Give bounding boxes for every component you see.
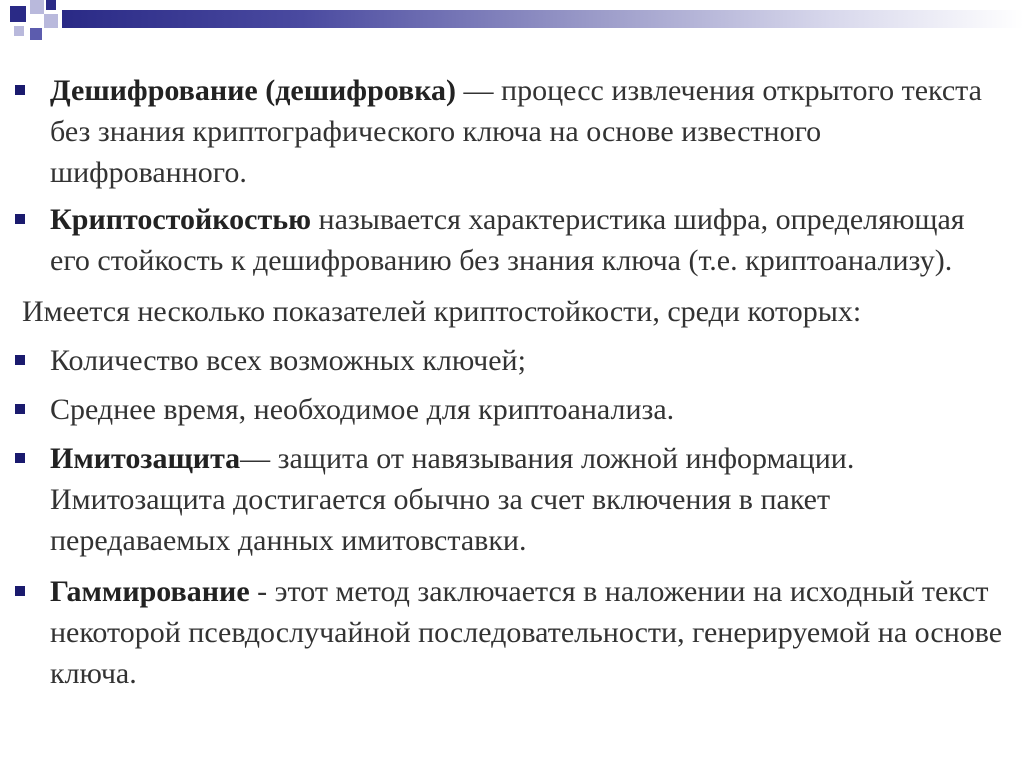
decor-square-icon bbox=[44, 14, 58, 28]
term: Имитозащита bbox=[50, 442, 241, 475]
term: Криптостойкостью bbox=[50, 203, 312, 236]
decor-square-icon bbox=[10, 6, 26, 22]
square-bullet-icon bbox=[15, 453, 25, 463]
definition: — процесс извлечения открытого текста без знания криптографического ключа на основе известного шифрованного. bbox=[50, 74, 982, 189]
list-item-decryption bbox=[0, 70, 1024, 193]
slide-content bbox=[0, 70, 1024, 694]
list-item-crypto-strength bbox=[0, 199, 1024, 281]
decor-square-icon bbox=[30, 28, 42, 40]
item-text: Среднее время, необходимое для криптоанализа. bbox=[50, 393, 675, 426]
square-bullet-icon bbox=[15, 214, 25, 224]
item-text: Количество всех возможных ключей; bbox=[50, 344, 526, 377]
list-item-key-count bbox=[0, 340, 1024, 381]
intro-text: Имеется несколько показателей криптостойкости, среди которых: bbox=[22, 295, 862, 328]
definition: — защита от навязывания ложной информации. Имитозащита достигается обычно за счет включения в пакет передаваемых данных имитовставки. bbox=[50, 442, 855, 557]
square-bullet-icon bbox=[15, 85, 25, 95]
decor-square-icon bbox=[30, 0, 44, 14]
term: Дешифрование (дешифровка) bbox=[50, 74, 457, 107]
intro-paragraph bbox=[0, 291, 1024, 332]
decor-square-icon bbox=[46, 0, 56, 10]
square-bullet-icon bbox=[15, 355, 25, 365]
definition: - этот метод заключается в наложении на исходный текст некоторой псевдослучайной последовательности, генерируемой на основе ключа. bbox=[50, 575, 1003, 690]
list-item-gamma bbox=[0, 571, 1024, 694]
square-bullet-icon bbox=[15, 404, 25, 414]
list-item-imitation-protection bbox=[0, 438, 1024, 561]
header-gradient-bar bbox=[62, 10, 1024, 28]
list-item-average-time bbox=[0, 389, 1024, 430]
decor-square-icon bbox=[14, 26, 24, 36]
term: Гаммирование bbox=[50, 575, 250, 608]
square-bullet-icon bbox=[15, 586, 25, 596]
definition: называется характеристика шифра, определяющая его стойкость к дешифрованию без знания ключа (т.е. криптоанализу). bbox=[50, 203, 965, 277]
